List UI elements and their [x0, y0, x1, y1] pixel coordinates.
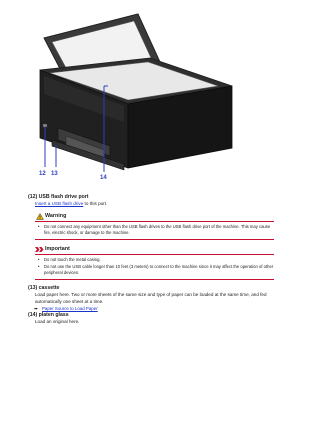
item-14-title: (14) platen glass: [28, 312, 69, 319]
item-12-body: [28, 201, 274, 208]
item-12-text: to this port.: [83, 201, 108, 206]
important-item: • Do not use the USB cable longer than 10 feet (3 meters) to connect to the machine since it may affect the operation of other peripheral devices.: [37, 264, 274, 277]
printer-drawing: [0, 0, 300, 195]
item-13-body: Load paper here. Two or more sheets of the same size and type of paper can be loaded at the same time, and fed automatically one sheet at a time.: [35, 291, 267, 304]
important-bottom-rule: [35, 279, 274, 280]
paper-source-link-row: [28, 305, 274, 312]
warning-list: [35, 222, 274, 238]
callout-14: 14: [100, 175, 107, 181]
document-body: [28, 194, 274, 326]
warning-heading-row: [35, 212, 274, 221]
paper-source-link[interactable]: Paper Source to Load Paper: [42, 306, 98, 312]
important-item: • Do not touch the metal casing.: [37, 257, 274, 264]
callout-13: 13: [51, 171, 58, 177]
important-heading-row: [35, 245, 274, 254]
item-12-title: (12) USB flash drive port: [28, 194, 89, 200]
important-icon: [35, 247, 44, 252]
warning-item: • Do not connect any equipment other than the USB flash drives to the USB flash drive port of the machine. This may cause fire, electric shock, or damage to the machine.: [37, 224, 274, 237]
important-box: [35, 245, 274, 280]
warning-box: [35, 212, 274, 240]
item-13-title: (13) cassette: [28, 284, 60, 291]
warning-heading: Warning: [45, 212, 67, 219]
callout-12: 12: [39, 171, 46, 177]
arrow-right-icon: ➡: [34, 306, 38, 312]
warning-icon: [36, 213, 44, 220]
printer-illustration: [0, 0, 300, 195]
item-14-body: Load an original here.: [35, 319, 80, 325]
important-heading: Important: [45, 245, 70, 252]
important-list: [35, 255, 274, 278]
warning-bottom-rule: [35, 239, 274, 240]
usb-link[interactable]: Insert a USB flash drive: [35, 201, 84, 206]
